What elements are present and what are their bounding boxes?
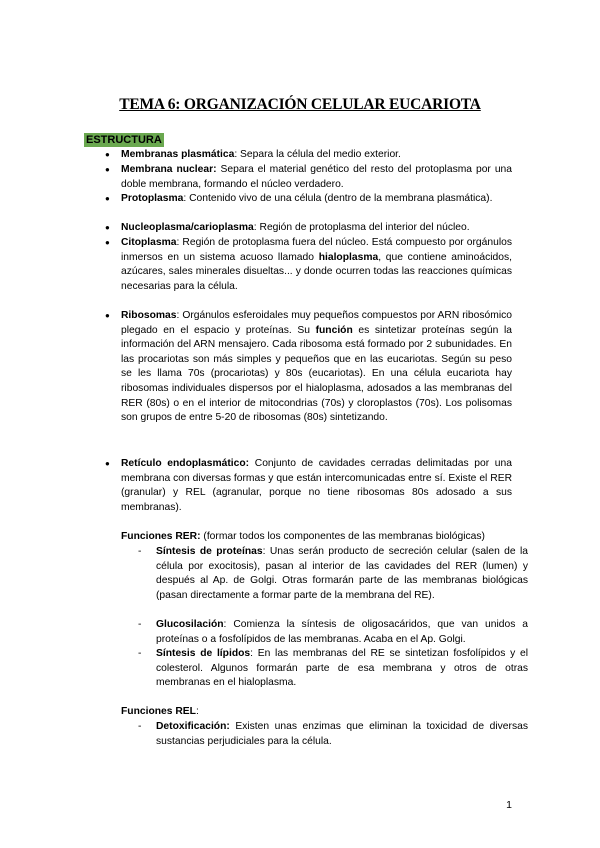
rel-heading-label: Funciones REL [121,706,196,717]
rer-item-term: Síntesis de lípidos [156,648,251,659]
dash-marker: - [138,721,142,732]
item-term: Ribosomas [121,310,177,321]
item-term: Nucleoplasma/carioplasma [121,222,254,233]
rel-item-text: Existen unas enzimas que eliminan la toxicidad de diversas sustancias perjudiciales para la célula. [156,721,528,747]
dash-marker: - [138,648,142,659]
item-text: : Región de protoplasma del interior del núcleo. [253,222,470,233]
item-text: Separa el material genético del resto del protoplasma por una doble membrana, formando el núcleo verdadero. [121,164,513,190]
rer-item-text: : Comienza la síntesis de oligosacáridos, que van unidos a proteínas o a fosfolípidos de las membranas. Acaba en el Ap. Golgi. [156,619,528,645]
rer-item-text: : En las membranas del RE se sintetizan fosfolípidos y el colesterol. Algunos formarán parte de esa membrana y otros de otras membranas en el hialoplasma. [156,648,529,689]
item-term: Membrana nuclear: [121,164,217,175]
rel-heading-colon: : [195,706,199,717]
rer-heading [121,530,521,545]
item-text: , que contiene aminoácidos, azúcares, sales minerales disueltas... y donde ocurren todas las reacciones químicas necesarias para la célula. [121,251,512,292]
rer-item-text: : Unas serán producto de secreción celular (salen de la célula por exocitosis), pasan al interior de las cavidades del RER (lumen) y después al Ap. de Golgi. Otras formarán parte de las membranas biológicas (pasan directamente a formar parte de la membrana del RE). [156,546,528,601]
rer-item-term: Síntesis de proteínas [156,546,263,557]
page-title: TEMA 6: ORGANIZACIÓN CELULAR EUCARIOTA [119,96,481,113]
item-text: es sintetizar proteínas según la información del ARN mensajero. Cada ribosoma está formado por 2 subunidades. En las procariotas son más simples y pequeños que en las eucariotas. Según su peso se les llama 70s (procariotas) y 80s (eucariotas). En una célula eucariota hay ribosomas individuales dispersos por el hialoplasma, adosados a las membranas del RER (80s) o en el interior de mitocondrias (70s) y cloroplastos (70s). Los polisomas son grupos de entre 5-20 de ribosomas (80s) sintetizando. [121,324,513,424]
item-text: : Región de protoplasma fuera del núcleo. Está compuesto por orgánulos inmersos en un sistema acuoso llamado [121,237,512,263]
item-term: Protoplasma [121,193,184,204]
rer-heading-label: Funciones RER: [121,531,201,542]
rer-item-term: Glucosilación [156,619,224,630]
dash-marker: - [138,546,142,557]
dash-marker: - [138,619,142,630]
rel-item-term: Detoxificación: [156,721,230,732]
rel-heading [121,705,521,720]
item-text: : Orgánulos esferoidales muy pequeños compuestos por ARN ribosómico plegado en el espacio y proteínas. Su [121,310,512,336]
item-bold: hialoplasma [318,251,379,263]
item-term: Citoplasma [121,237,177,248]
page-number: 1 [506,799,512,811]
rer-heading-note: (formar todos los componentes de las membranas biológicas) [200,531,485,542]
item-term: Retículo endoplasmático: [121,458,250,469]
section-label-estructura: ESTRUCTURA [86,134,162,146]
item-text: : Contenido vivo de una célula (dentro de la membrana plasmática). [183,193,493,204]
item-text: : Separa la célula del medio exterior. [234,149,401,160]
item-text: Conjunto de cavidades cerradas delimitadas por una membrana con diversas formas y que están intercomunicadas entre sí. Existe el RER (granular) y REL (agranular, porque no tiene ribosomas 80s adosado a sus membranas). [121,458,512,513]
item-term: Membranas plasmática [121,149,235,160]
item-bold: función [315,324,353,336]
